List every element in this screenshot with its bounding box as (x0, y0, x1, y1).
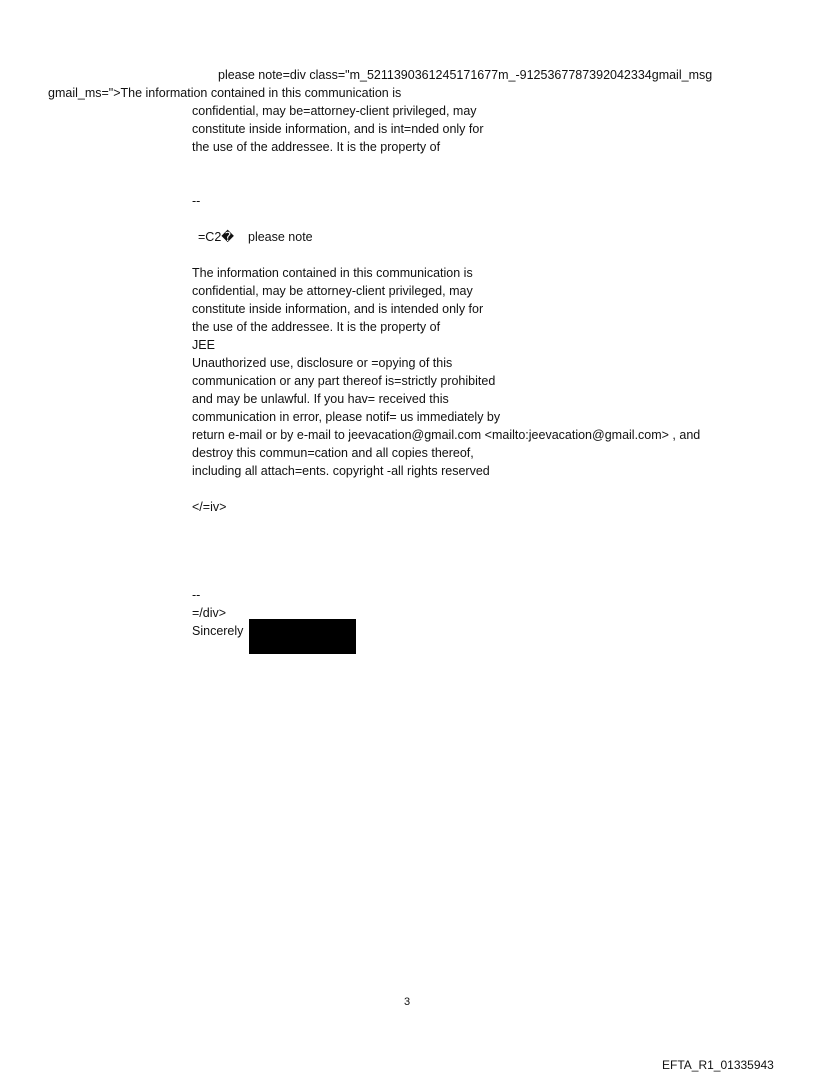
header-line-5: the use of the addressee. It is the property of (192, 140, 441, 154)
header-line-2: gmail_ms=">The information contained in this communication is (48, 86, 402, 100)
body-line-12: including all attach=ents. copyright -all rights reserved (192, 464, 490, 478)
body-line-2: confidential, may be attorney-client privileged, may (192, 284, 473, 298)
redaction-box (249, 619, 356, 654)
separator-1: -- (192, 194, 201, 208)
body-line-6: Unauthorized use, disclosure or =opying of this (192, 356, 453, 370)
body-line-1: The information contained in this communication is (192, 266, 473, 280)
c2-please-note-line: =C2� please note (198, 230, 313, 244)
body-line-11: destroy this commun=cation and all copies thereof, (192, 446, 474, 460)
body-line-10: return e-mail or by e-mail to jeevacation@gmail.com <mailto:jeevacation@gmail.com> , and (192, 428, 701, 442)
div-close-line: </=iv> (192, 500, 227, 514)
body-line-9: communication in error, please notif= us immediately by (192, 410, 501, 424)
body-line-5: JEE (192, 338, 215, 352)
header-line-4: constitute inside information, and is int=nded only for (192, 122, 484, 136)
sincerely-line: Sincerely (192, 624, 244, 638)
body-line-4: the use of the addressee. It is the property of (192, 320, 441, 334)
header-line-1: please note=div class="m_5211390361245171677m_-9125367787392042334gmail_msg (218, 68, 713, 82)
body-line-3: constitute inside information, and is intended only for (192, 302, 484, 316)
header-line-3: confidential, may be=attorney-client privileged, may (192, 104, 477, 118)
body-line-8: and may be unlawful. If you hav= received this (192, 392, 449, 406)
page-number: 3 (404, 996, 411, 1008)
separator-2: -- (192, 588, 201, 602)
bates-number: EFTA_R1_01335943 (662, 1058, 774, 1072)
div-close-line-2: =/div> (192, 606, 227, 620)
body-line-7: communication or any part thereof is=strictly prohibited (192, 374, 496, 388)
